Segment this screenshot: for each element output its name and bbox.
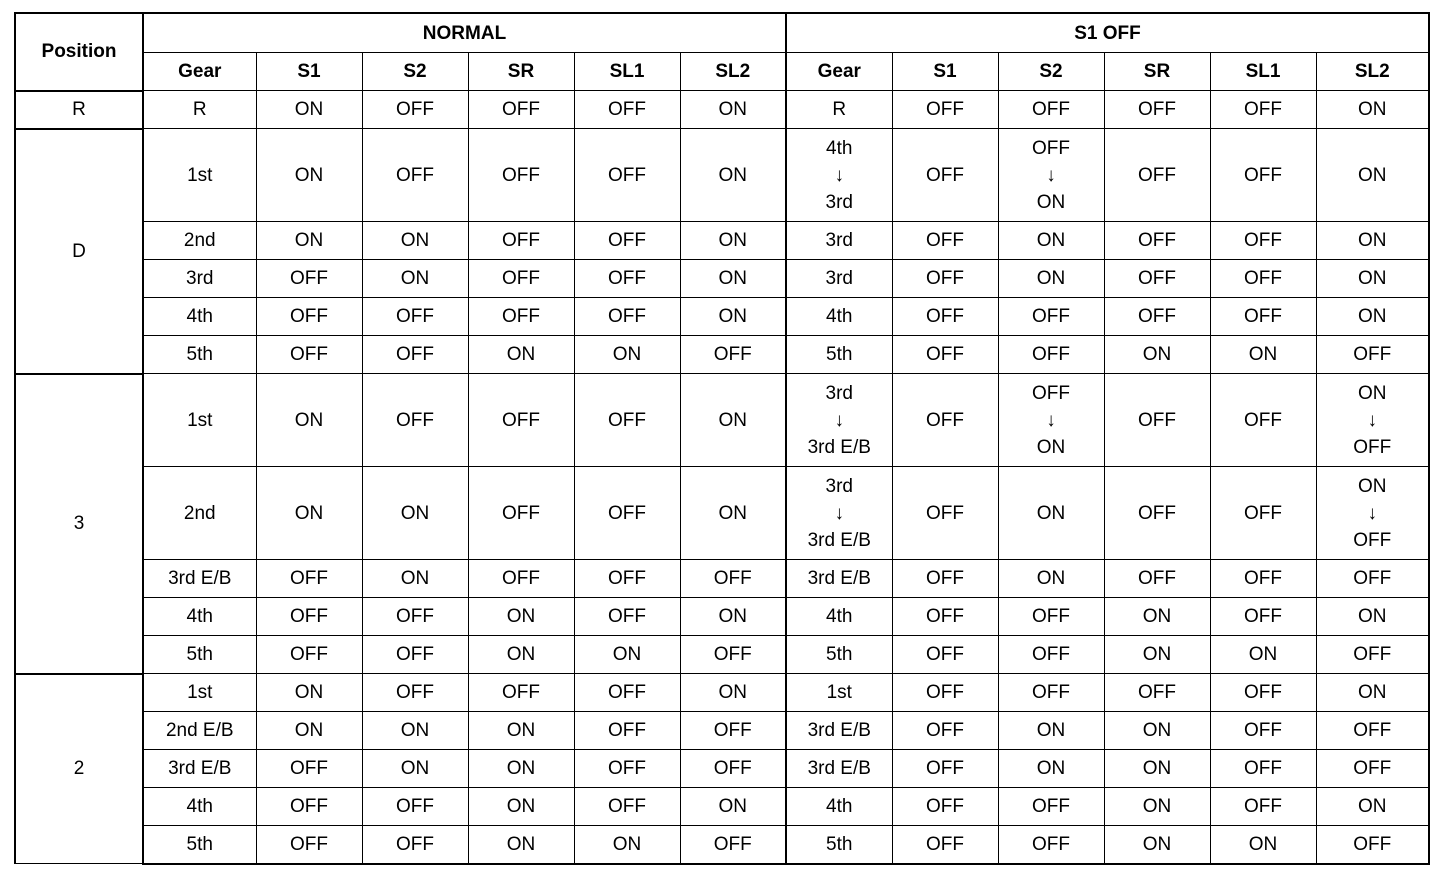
- normal-sl2-cell: OFF: [680, 560, 786, 598]
- normal-sl1-cell: OFF: [574, 91, 680, 129]
- normal-sl2-cell: ON: [680, 374, 786, 467]
- normal-s1-cell: ON: [256, 91, 362, 129]
- s1-off-s2-cell: OFF: [998, 674, 1104, 712]
- s1-off-s1-column-header: S1: [892, 53, 998, 91]
- normal-s1-cell: OFF: [256, 560, 362, 598]
- normal-sl2-cell: OFF: [680, 826, 786, 864]
- s1-off-sl1-cell: OFF: [1210, 788, 1316, 826]
- s1-off-sl1-cell: OFF: [1210, 129, 1316, 222]
- s1-off-gear-cell: 3rd E/B: [786, 712, 892, 750]
- s1-off-sr-cell: OFF: [1104, 374, 1210, 467]
- table-row: [15, 129, 1429, 222]
- normal-s1-cell: OFF: [256, 336, 362, 374]
- s1-off-sr-cell: ON: [1104, 636, 1210, 674]
- s1-off-s1-cell: OFF: [892, 129, 998, 222]
- normal-sl2-cell: OFF: [680, 750, 786, 788]
- normal-sr-cell: OFF: [468, 129, 574, 222]
- table-row: [15, 467, 1429, 560]
- normal-s2-cell: OFF: [362, 336, 468, 374]
- s1-off-s2-cell: OFF: [998, 298, 1104, 336]
- normal-sl2-cell: ON: [680, 222, 786, 260]
- normal-sl2-cell: OFF: [680, 336, 786, 374]
- s1-off-s2-cell: OFF ↓ ON: [998, 374, 1104, 467]
- normal-sr-column-header: SR: [468, 53, 574, 91]
- s1-off-sl2-cell: ON: [1316, 298, 1429, 336]
- s1-off-sl1-cell: OFF: [1210, 750, 1316, 788]
- normal-sl1-cell: ON: [574, 636, 680, 674]
- s1-off-sr-cell: OFF: [1104, 560, 1210, 598]
- s1-off-sr-cell: ON: [1104, 712, 1210, 750]
- s1-off-s2-cell: ON: [998, 260, 1104, 298]
- normal-sr-cell: OFF: [468, 374, 574, 467]
- normal-gear-cell: 4th: [143, 598, 256, 636]
- normal-gear-cell: 5th: [143, 636, 256, 674]
- normal-sr-cell: ON: [468, 788, 574, 826]
- normal-s2-cell: OFF: [362, 91, 468, 129]
- s1-off-sl1-cell: OFF: [1210, 712, 1316, 750]
- s1-off-s2-cell: ON: [998, 560, 1104, 598]
- s1-off-s2-cell: OFF: [998, 336, 1104, 374]
- normal-sl1-cell: OFF: [574, 222, 680, 260]
- s1-off-sl1-cell: OFF: [1210, 674, 1316, 712]
- s1-off-s1-cell: OFF: [892, 374, 998, 467]
- s1-off-gear-cell: 4th: [786, 298, 892, 336]
- normal-sr-cell: OFF: [468, 674, 574, 712]
- s1-off-s1-cell: OFF: [892, 826, 998, 864]
- normal-s2-cell: ON: [362, 750, 468, 788]
- normal-gear-cell: 4th: [143, 298, 256, 336]
- s1-off-sl1-cell: ON: [1210, 636, 1316, 674]
- position-cell: R: [15, 91, 143, 129]
- s1-off-gear-cell: R: [786, 91, 892, 129]
- table-row: [15, 560, 1429, 598]
- s1-off-gear-cell: 4th ↓ 3rd: [786, 129, 892, 222]
- normal-sl2-cell: ON: [680, 129, 786, 222]
- normal-s2-cell: OFF: [362, 598, 468, 636]
- normal-gear-column-header: Gear: [143, 53, 256, 91]
- s1-off-sr-cell: OFF: [1104, 222, 1210, 260]
- normal-sl2-cell: ON: [680, 91, 786, 129]
- normal-s2-column-header: S2: [362, 53, 468, 91]
- table-row: [15, 674, 1429, 712]
- s1-off-gear-cell: 3rd E/B: [786, 750, 892, 788]
- normal-sr-cell: ON: [468, 712, 574, 750]
- s1-off-sl1-cell: ON: [1210, 826, 1316, 864]
- normal-sl1-cell: ON: [574, 336, 680, 374]
- table-row: [15, 91, 1429, 129]
- s1-off-s2-cell: OFF: [998, 788, 1104, 826]
- normal-sr-cell: ON: [468, 636, 574, 674]
- s1-off-sl2-cell: ON: [1316, 788, 1429, 826]
- s1-off-s2-cell: ON: [998, 712, 1104, 750]
- s1-off-gear-cell: 5th: [786, 636, 892, 674]
- s1-off-sl2-cell: OFF: [1316, 750, 1429, 788]
- normal-sl1-cell: OFF: [574, 712, 680, 750]
- s1-off-s2-column-header: S2: [998, 53, 1104, 91]
- s1-off-s1-cell: OFF: [892, 788, 998, 826]
- table-row: [15, 750, 1429, 788]
- s1-off-sl2-cell: ON: [1316, 91, 1429, 129]
- normal-gear-cell: 2nd: [143, 467, 256, 560]
- normal-sl1-cell: OFF: [574, 298, 680, 336]
- normal-sl2-cell: ON: [680, 260, 786, 298]
- s1-off-sl1-cell: OFF: [1210, 298, 1316, 336]
- normal-sl1-cell: OFF: [574, 788, 680, 826]
- s1-off-sr-cell: OFF: [1104, 467, 1210, 560]
- s1-off-s1-cell: OFF: [892, 298, 998, 336]
- s1-off-sr-cell: ON: [1104, 826, 1210, 864]
- s1-off-s2-cell: OFF: [998, 826, 1104, 864]
- s1-off-sr-cell: OFF: [1104, 91, 1210, 129]
- normal-sr-cell: OFF: [468, 467, 574, 560]
- table-row: [15, 636, 1429, 674]
- s1-off-s2-cell: ON: [998, 750, 1104, 788]
- s1-off-sl1-column-header: SL1: [1210, 53, 1316, 91]
- s1-off-gear-cell: 3rd: [786, 260, 892, 298]
- s1-off-sl2-cell: ON: [1316, 674, 1429, 712]
- s1-off-s1-cell: OFF: [892, 467, 998, 560]
- normal-s2-cell: OFF: [362, 129, 468, 222]
- normal-gear-cell: 1st: [143, 674, 256, 712]
- s1-off-sl1-cell: OFF: [1210, 260, 1316, 298]
- normal-sl1-cell: OFF: [574, 260, 680, 298]
- normal-s2-cell: OFF: [362, 374, 468, 467]
- s1-off-gear-cell: 3rd E/B: [786, 560, 892, 598]
- normal-s1-cell: ON: [256, 674, 362, 712]
- s1-off-sl2-cell: ON: [1316, 260, 1429, 298]
- normal-gear-cell: 2nd E/B: [143, 712, 256, 750]
- solenoid-operation-table: [14, 12, 1430, 865]
- table-row: [15, 222, 1429, 260]
- normal-sl2-cell: ON: [680, 674, 786, 712]
- s1-off-group-header: S1 OFF: [786, 13, 1429, 53]
- s1-off-s1-cell: OFF: [892, 674, 998, 712]
- s1-off-sr-cell: OFF: [1104, 298, 1210, 336]
- s1-off-sl1-cell: OFF: [1210, 91, 1316, 129]
- table-row: [15, 374, 1429, 467]
- normal-sl1-cell: OFF: [574, 598, 680, 636]
- normal-s1-cell: ON: [256, 129, 362, 222]
- normal-sl1-cell: OFF: [574, 560, 680, 598]
- normal-s2-cell: ON: [362, 222, 468, 260]
- s1-off-s1-cell: OFF: [892, 222, 998, 260]
- normal-gear-cell: 3rd E/B: [143, 560, 256, 598]
- normal-s1-cell: OFF: [256, 750, 362, 788]
- normal-sl1-cell: OFF: [574, 674, 680, 712]
- s1-off-gear-cell: 5th: [786, 336, 892, 374]
- normal-gear-cell: 5th: [143, 826, 256, 864]
- s1-off-sl2-cell: OFF: [1316, 560, 1429, 598]
- s1-off-gear-cell: 5th: [786, 826, 892, 864]
- normal-sl2-cell: OFF: [680, 712, 786, 750]
- table-row: [15, 712, 1429, 750]
- s1-off-sl1-cell: OFF: [1210, 598, 1316, 636]
- table-body: [15, 91, 1429, 864]
- normal-gear-cell: 3rd: [143, 260, 256, 298]
- normal-s1-cell: ON: [256, 467, 362, 560]
- s1-off-sl2-cell: OFF: [1316, 636, 1429, 674]
- s1-off-sl1-cell: OFF: [1210, 560, 1316, 598]
- normal-s1-cell: ON: [256, 222, 362, 260]
- normal-sl1-cell: OFF: [574, 374, 680, 467]
- normal-sr-cell: ON: [468, 336, 574, 374]
- normal-s1-cell: OFF: [256, 826, 362, 864]
- normal-sr-cell: ON: [468, 826, 574, 864]
- s1-off-sr-cell: ON: [1104, 598, 1210, 636]
- s1-off-sr-cell: ON: [1104, 336, 1210, 374]
- s1-off-gear-cell: 3rd ↓ 3rd E/B: [786, 374, 892, 467]
- s1-off-s2-cell: OFF: [998, 636, 1104, 674]
- s1-off-sl2-cell: ON: [1316, 598, 1429, 636]
- s1-off-s2-cell: OFF ↓ ON: [998, 129, 1104, 222]
- s1-off-sr-cell: OFF: [1104, 260, 1210, 298]
- position-cell: D: [15, 129, 143, 374]
- s1-off-s1-cell: OFF: [892, 260, 998, 298]
- table-row: [15, 788, 1429, 826]
- s1-off-gear-column-header: Gear: [786, 53, 892, 91]
- normal-gear-cell: 3rd E/B: [143, 750, 256, 788]
- normal-s2-cell: ON: [362, 560, 468, 598]
- normal-s2-cell: ON: [362, 712, 468, 750]
- s1-off-sl2-cell: ON: [1316, 129, 1429, 222]
- normal-s2-cell: OFF: [362, 674, 468, 712]
- header-row-groups: [15, 13, 1429, 53]
- s1-off-sl2-cell: ON ↓ OFF: [1316, 374, 1429, 467]
- normal-sl1-cell: OFF: [574, 750, 680, 788]
- s1-off-sl1-cell: OFF: [1210, 467, 1316, 560]
- normal-sr-cell: ON: [468, 750, 574, 788]
- normal-sl2-cell: ON: [680, 467, 786, 560]
- s1-off-sr-column-header: SR: [1104, 53, 1210, 91]
- normal-sr-cell: OFF: [468, 91, 574, 129]
- s1-off-s1-cell: OFF: [892, 712, 998, 750]
- normal-s1-cell: OFF: [256, 636, 362, 674]
- table-row: [15, 826, 1429, 864]
- header-row-columns: [15, 53, 1429, 91]
- normal-sl2-cell: ON: [680, 788, 786, 826]
- normal-s2-cell: ON: [362, 260, 468, 298]
- normal-s1-cell: OFF: [256, 260, 362, 298]
- normal-gear-cell: 5th: [143, 336, 256, 374]
- position-cell: 2: [15, 674, 143, 864]
- normal-gear-cell: R: [143, 91, 256, 129]
- table-row: [15, 336, 1429, 374]
- normal-s1-cell: OFF: [256, 598, 362, 636]
- normal-s1-cell: ON: [256, 712, 362, 750]
- s1-off-s1-cell: OFF: [892, 636, 998, 674]
- s1-off-sl2-cell: OFF: [1316, 336, 1429, 374]
- position-header: Position: [15, 13, 143, 91]
- normal-sr-cell: ON: [468, 598, 574, 636]
- normal-gear-cell: 4th: [143, 788, 256, 826]
- normal-sr-cell: OFF: [468, 222, 574, 260]
- s1-off-sr-cell: OFF: [1104, 674, 1210, 712]
- s1-off-gear-cell: 3rd: [786, 222, 892, 260]
- normal-s1-column-header: S1: [256, 53, 362, 91]
- s1-off-sr-cell: OFF: [1104, 129, 1210, 222]
- s1-off-gear-cell: 3rd ↓ 3rd E/B: [786, 467, 892, 560]
- normal-sr-cell: OFF: [468, 260, 574, 298]
- normal-sr-cell: OFF: [468, 298, 574, 336]
- s1-off-s2-cell: OFF: [998, 598, 1104, 636]
- table-row: [15, 298, 1429, 336]
- normal-sr-cell: OFF: [468, 560, 574, 598]
- normal-s1-cell: ON: [256, 374, 362, 467]
- s1-off-sl2-column-header: SL2: [1316, 53, 1429, 91]
- normal-sl2-cell: ON: [680, 598, 786, 636]
- normal-sl1-cell: ON: [574, 826, 680, 864]
- normal-group-header: NORMAL: [143, 13, 786, 53]
- normal-sl2-cell: OFF: [680, 636, 786, 674]
- s1-off-sr-cell: ON: [1104, 750, 1210, 788]
- s1-off-s1-cell: OFF: [892, 750, 998, 788]
- normal-sl1-cell: OFF: [574, 467, 680, 560]
- s1-off-s2-cell: OFF: [998, 91, 1104, 129]
- table-row: [15, 260, 1429, 298]
- s1-off-s1-cell: OFF: [892, 598, 998, 636]
- s1-off-s1-cell: OFF: [892, 336, 998, 374]
- normal-s2-cell: OFF: [362, 636, 468, 674]
- s1-off-sl2-cell: OFF: [1316, 826, 1429, 864]
- s1-off-sr-cell: ON: [1104, 788, 1210, 826]
- s1-off-s1-cell: OFF: [892, 560, 998, 598]
- s1-off-sl1-cell: OFF: [1210, 374, 1316, 467]
- s1-off-sl1-cell: ON: [1210, 336, 1316, 374]
- s1-off-sl1-cell: OFF: [1210, 222, 1316, 260]
- s1-off-s2-cell: ON: [998, 467, 1104, 560]
- normal-s1-cell: OFF: [256, 298, 362, 336]
- s1-off-s1-cell: OFF: [892, 91, 998, 129]
- normal-sl2-column-header: SL2: [680, 53, 786, 91]
- s1-off-gear-cell: 4th: [786, 598, 892, 636]
- s1-off-sl2-cell: ON ↓ OFF: [1316, 467, 1429, 560]
- normal-s2-cell: OFF: [362, 298, 468, 336]
- s1-off-s2-cell: ON: [998, 222, 1104, 260]
- table-row: [15, 598, 1429, 636]
- s1-off-sl2-cell: ON: [1316, 222, 1429, 260]
- normal-sl1-cell: OFF: [574, 129, 680, 222]
- s1-off-gear-cell: 4th: [786, 788, 892, 826]
- normal-sl2-cell: ON: [680, 298, 786, 336]
- normal-gear-cell: 2nd: [143, 222, 256, 260]
- normal-s2-cell: OFF: [362, 826, 468, 864]
- s1-off-sl2-cell: OFF: [1316, 712, 1429, 750]
- normal-gear-cell: 1st: [143, 129, 256, 222]
- normal-s1-cell: OFF: [256, 788, 362, 826]
- normal-gear-cell: 1st: [143, 374, 256, 467]
- normal-sl1-column-header: SL1: [574, 53, 680, 91]
- position-cell: 3: [15, 374, 143, 674]
- normal-s2-cell: OFF: [362, 788, 468, 826]
- normal-s2-cell: ON: [362, 467, 468, 560]
- s1-off-gear-cell: 1st: [786, 674, 892, 712]
